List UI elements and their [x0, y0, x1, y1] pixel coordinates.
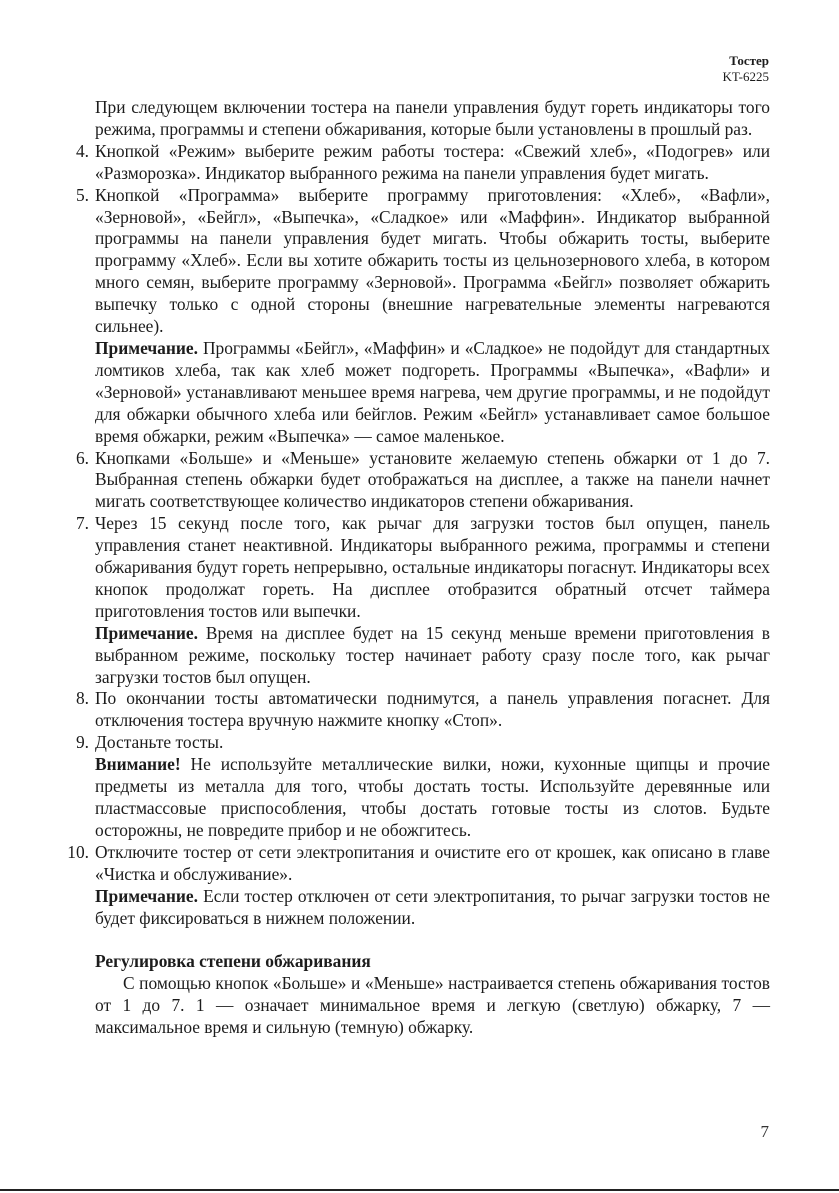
page-header [723, 53, 769, 85]
item-note [95, 886, 770, 930]
list-item-8 [75, 688, 770, 732]
item-text: Достаньте тосты. [95, 732, 224, 753]
item-text: Кнопкой «Программа» выберите программу приготовления: «Хлеб», «Вафли», «Зерновой», «Бейгл», «Выпечка», «Сладкое» или «Маффин». Индикатор выбранной программы на панели управления будет мигать. Чтобы обжарить тосты, выберите программу «Хлеб». Если вы хотите обжарить тосты из цельнозернового хлеба, в котором много семян, выберите программу «Зерновой». Программа «Бейгл» позволяет обжарить выпечку только с одной стороны (внешние нагревательные элементы нагреваются сильнее). [95, 184, 770, 337]
warning-label: Внимание! [95, 754, 181, 775]
instructions-body [67, 97, 770, 1039]
item-number: 5. [75, 184, 89, 205]
item-number: 6. [75, 447, 89, 468]
note-label: Примечание. [95, 337, 198, 358]
item-number: 9. [75, 732, 89, 753]
note-label: Примечание. [95, 622, 198, 643]
item-number: 7. [75, 513, 89, 534]
list-item-10 [67, 841, 770, 930]
item-text: Кнопкой «Режим» выберите режим работы тостера: «Свежий хлеб», «Подогрев» или «Разморозка». Индикатор выбранного режима на панели управления будет мигать. [95, 140, 770, 183]
item-text: По окончании тосты автоматически поднимутся, а панель управления погаснет. Для отключения тостера вручную нажмите кнопку «Стоп». [95, 688, 770, 731]
list-item-9 [75, 732, 770, 842]
list-item-7 [75, 513, 770, 688]
note-text: Если тостер отключен от сети электропитания, то рычаг загрузки тостов не будет фиксироваться в нижнем положении. [95, 885, 770, 928]
item-text: Кнопками «Больше» и «Меньше» установите желаемую степень обжарки от 1 до 7. Выбранная степень обжарки будет отображаться на дисплее, а также на панели начнет мигать соответствующее количество индикаторов степени обжаривания. [95, 447, 770, 512]
item-number: 8. [75, 688, 89, 709]
item-text: Отключите тостер от сети электропитания и очистите его от крошек, как описано в главе «Чистка и обслуживание». [95, 841, 770, 884]
list-item-5 [75, 184, 770, 448]
page-bottom-border [0, 1189, 839, 1191]
section-heading: Регулировка степени обжаривания [95, 951, 371, 972]
item-number: 10. [67, 841, 89, 862]
intro-paragraph: При следующем включении тостера на панели управления будут гореть индикаторы того режима, программы и степени обжаривания, которые были установлены в прошлый раз. [95, 97, 770, 139]
item-note [95, 338, 770, 448]
note-text: Программы «Бейгл», «Маффин» и «Сладкое» не подойдут для стандартных ломтиков хлеба, так как хлеб может подгореть. Программы «Выпечка», «Вафли» и «Зерновой» устанавливают меньшее время нагрева, чем другие программы, и не подойдут для обжарки обычного хлеба или бейглов. Режим «Бейгл» устанавливает самое большое время обжарки, режим «Выпечка» — самое маленькое. [95, 337, 770, 446]
item-warning [95, 754, 770, 842]
item-text: Через 15 секунд после того, как рычаг для загрузки тостов был опущен, панель управления станет неактивной. Индикаторы выбранного режима, программы и степени обжаривания будут гореть непрерывно, остальные индикаторы погаснут. Индикаторы всех кнопок продолжат гореть. На дисплее отобразится обратный отсчет таймера приготовления тостов или выпечки. [95, 513, 770, 621]
product-model: KT-6225 [722, 69, 769, 84]
list-item-6 [75, 447, 770, 514]
page-number: 7 [760, 1122, 769, 1141]
product-title: Тостер [729, 53, 769, 68]
item-note [95, 623, 770, 689]
note-label: Примечание. [95, 885, 198, 906]
section-paragraph: С помощью кнопок «Больше» и «Меньше» настраивается степень обжаривания тостов от 1 до 7. 1 — означает минимальное время и легкую (светлую) обжарку, 7 — максимальное время и сильную (темную) обжарку. [95, 973, 770, 1038]
list-item-4 [75, 140, 770, 185]
note-text: Время на дисплее будет на 15 секунд меньше времени приготовления в выбранном режиме, поскольку тостер начинает работу сразу после того, как рычаг загрузки тостов был опущен. [95, 622, 770, 687]
warning-text: Не используйте металлические вилки, ножи, кухонные щипцы и прочие предметы из металла для того, чтобы достать тосты. Используйте деревянные или пластмассовые приспособления, чтобы достать готовые тосты из слотов. Будьте осторожны, не повредите прибор и не обожгитесь. [95, 754, 770, 840]
item-number: 4. [75, 140, 89, 161]
